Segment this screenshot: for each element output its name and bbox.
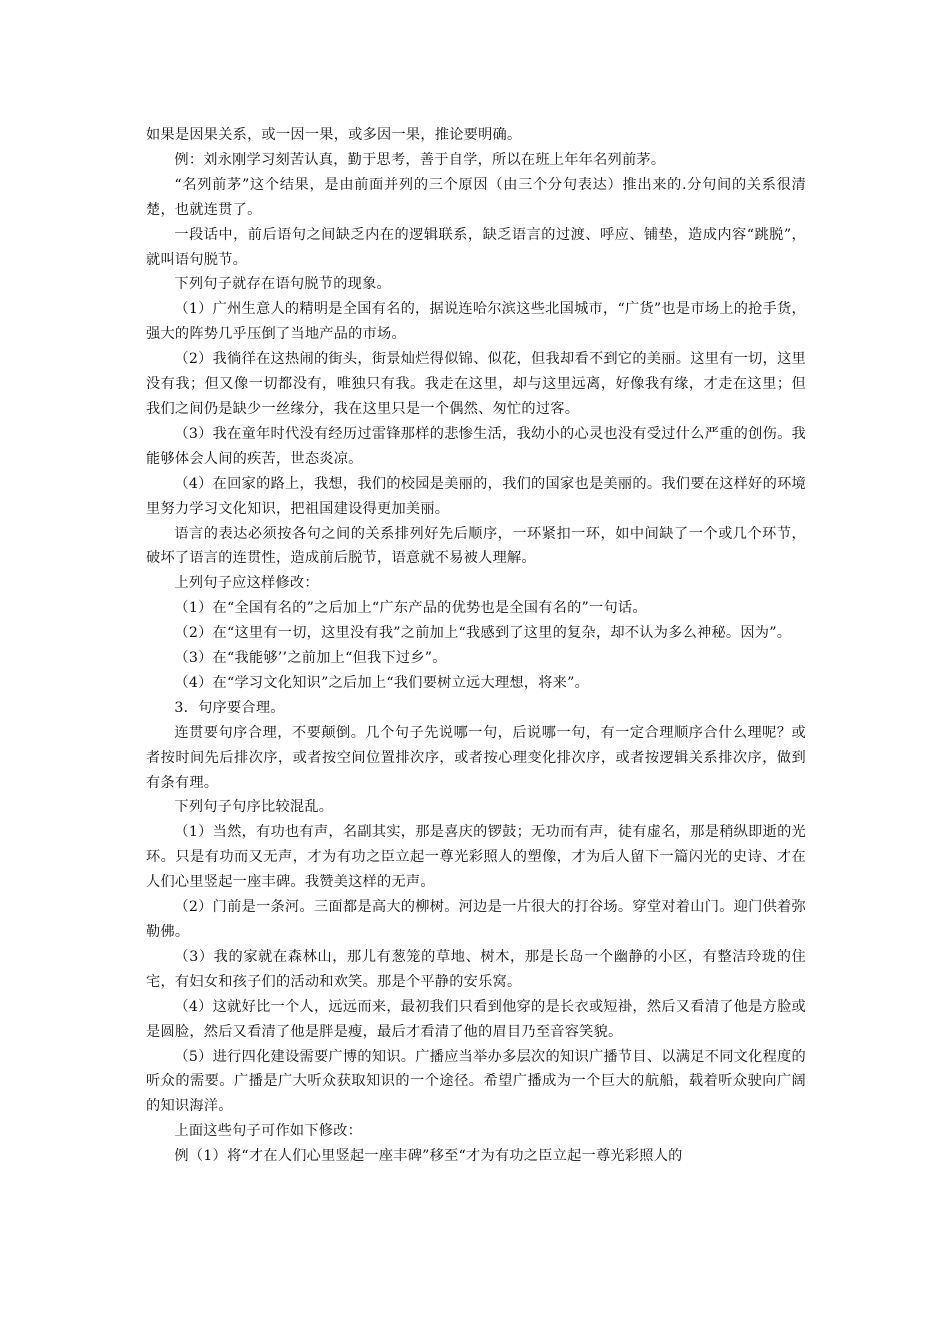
paragraph: 上面这些句子可作如下修改： [174, 1123, 363, 1140]
paragraph: （1）广州生意人的精明是全国有名的，据说连哈尔滨这些北国城市，“广货”也是市场上的抢手货，强大的阵势几乎压倒了当地产品的市场。 [146, 301, 806, 343]
paragraph: （3）在“我能够’’之前加上“但我下过乡”。 [174, 650, 447, 667]
paragraph: （4）在“学习文化知识”之后加上“我们要树立远大理想，将来”。 [174, 674, 590, 691]
paragraph: 例：刘永刚学习刻苦认真，勤于思考，善于自学，所以在班上年年名列前茅。 [174, 151, 666, 168]
paragraph: 语言的表达必须按各句之间的关系排列好先后顺序，一环紧扣一环，如中间缺了一个或几个环节，破坏了语言的连贯性，造成前后脱节，语意就不易被人理解。 [146, 525, 806, 567]
paragraph: 如果是因果关系，或一因一果，或多因一果，推论要明确。 [146, 127, 522, 143]
paragraph: 例（1）将“才在人们心里竖起一座丰碑”移至“才为有功之臣立起一尊光彩照人的 [174, 1148, 683, 1165]
paragraph: （2）在“这里有一切，这里没有我”之前加上“我感到了这里的复杂，却不认为多么神秘。因为”。 [174, 625, 792, 642]
paragraph: （3）我的家就在森林山，那儿有葱笼的草地、树木，那是长岛一个幽静的小区，有整洁玲珑的住宅，有妇女和孩子们的活动和欢笑。那是个平静的安乐窝。 [146, 948, 806, 990]
paragraph: 一段话中，前后语句之间缺乏内在的逻辑联系，缺乏语言的过渡、呼应、铺垫，造成内容“跳脱”，就叫语句脱节。 [146, 226, 806, 268]
paragraph: “名列前茅”这个结果，是由前面并列的三个原因（由三个分句表达）推出来的.分句间的关系很清楚，也就连贯了。 [146, 176, 806, 218]
paragraph: （2）门前是一条河。三面都是高大的柳树。河边是一片很大的打谷场。穿堂对着山门。迎门供着弥勒佛。 [146, 899, 806, 940]
paragraph: （4）在回家的路上，我想，我们的校园是美丽的，我们的国家也是美丽的。我们要在这样好的环境里努力学习文化知识，把祖国建设得更加美丽。 [146, 475, 806, 517]
section-heading: 3．句序要合理。 [174, 699, 285, 716]
paragraph: （1）在“全国有名的”之后加上“广东产品的优势也是全国有名的”一句话。 [174, 600, 647, 617]
paragraph: 下列句子就存在语句脱节的现象。 [174, 276, 391, 293]
paragraph: 连贯要句序合理，不要颠倒。几个句子先说哪一句，后说哪一句，有一定合理顺序合什么理呢？或者按时间先后排次序，或者按空间位置排次序，或者按心理变化排次序，或者按逻辑关系排次序，做到有条有理。 [146, 724, 806, 791]
document-page [146, 123, 806, 1169]
paragraph: （3）我在童年时代没有经历过雷锋那样的悲惨生活，我幼小的心灵也没有受过什么严重的创伤。我能够体会人间的疾苦，世态炎凉。 [146, 425, 806, 467]
paragraph: 下列句子句序比较混乱。 [174, 799, 334, 816]
paragraph: 上列句子应这样修改： [174, 575, 319, 592]
paragraph: （5）进行四化建设需要广博的知识。广播应当举办多层次的知识广播节目、以满足不同文化程度的听众的需要。广播是广大听众获取知识的一个途径。希望广播成为一个巨大的航船，载着听众驶向广阔的知识海洋。 [146, 1048, 806, 1115]
paragraph: （2）我徜徉在这热闹的街头，街景灿烂得似锦、似花，但我却看不到它的美丽。这里有一切，这里没有我；但又像一切都没有，唯独只有我。我走在这里，却与这里远离，好像我有缘，才走在这里；但我们之间仍是缺少一丝缘分，我在这里只是一个偶然、匆忙的过客。 [146, 351, 806, 417]
paragraph: （1）当然，有功也有声，名副其实，那是喜庆的锣鼓；无功而有声，徒有虚名，那是稍纵即逝的光环。只是有功而又无声，才为有功之臣立起一尊光彩照人的塑像，才为后人留下一篇闪光的史诗、才在人们心里竖起一座丰碑。我赞美这样的无声。 [146, 824, 806, 891]
paragraph: （4）这就好比一个人，远远而来，最初我们只看到他穿的是长衣或短褂，然后又看清了他是方脸或是圆脸，然后又看清了他是胖是瘦，最后才看清了他的眉目乃至音容笑貌。 [146, 998, 806, 1040]
